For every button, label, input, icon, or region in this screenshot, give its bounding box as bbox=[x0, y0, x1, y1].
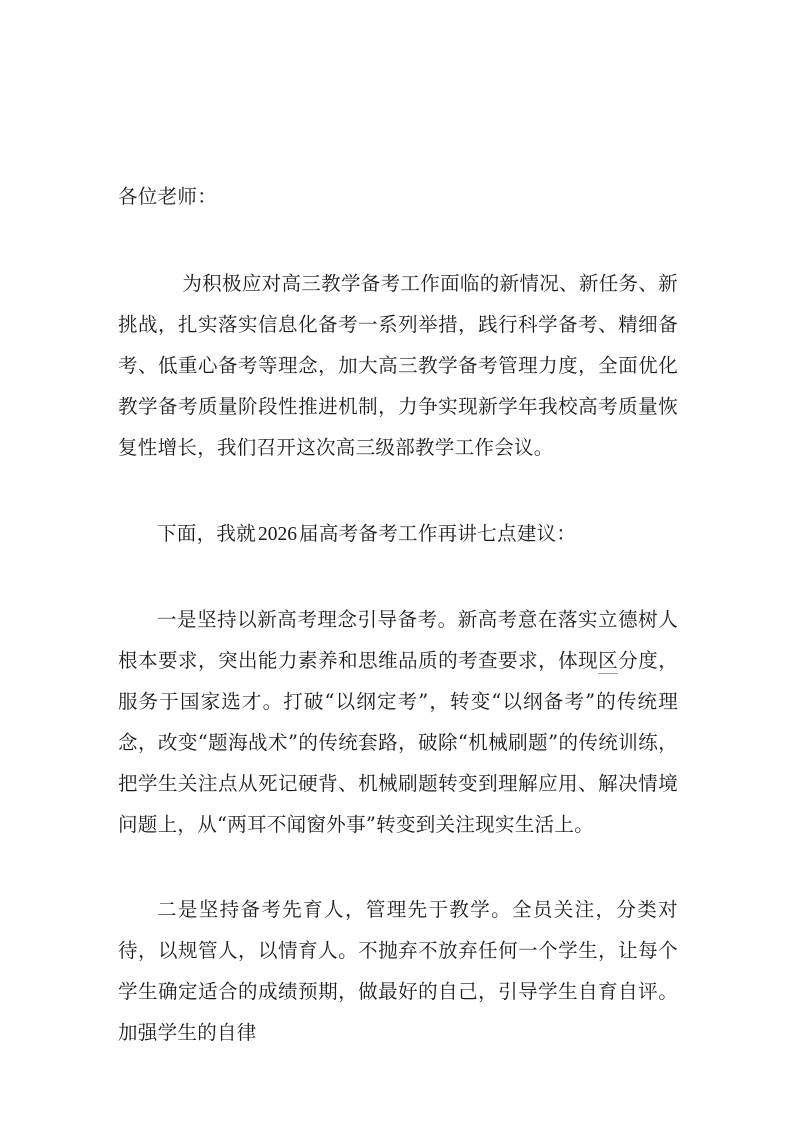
page-header bbox=[0, 0, 793, 60]
document-body bbox=[118, 176, 678, 1053]
opening-text: 为积极应对高三教学备考工作面临的新情况、新任务、新挑战，扎实落实信息化备考一系列举措，践行科学备考、精细备考、低重心备考等理念，加大高三教学备考管理力度，全面优化教学备考质量阶段性推进机制，力争实现新学年我校高考质量恢复性增长，我们召开这次高三级部教学工作会议。 bbox=[118, 272, 678, 459]
point-two-text: 二是坚持备考先育人，管理先于教学。全员关注，分类对待，以规管人，以情育人。不抛弃不放弃任何一个学生，让每个学生确定适合的成绩预期，做最好的自己，引导学生自育自评。加强学生的自律 bbox=[118, 898, 678, 1044]
paragraph-point-one bbox=[118, 599, 678, 845]
page-footer bbox=[0, 1062, 793, 1122]
point-one-text-part1: 一是坚持以新高考理念引导备考。新高考意在落实立德树人根本要求，突出能力素养和思维品质的考查要求，体现 bbox=[118, 608, 678, 672]
graduating-year-number: 2026 bbox=[258, 524, 298, 545]
lead-in-text-before: 下面，我就 bbox=[157, 522, 257, 545]
lead-in-text-after: 届高考备考工作再讲七点建议： bbox=[299, 522, 577, 545]
paragraph-lead-in bbox=[118, 513, 678, 555]
paragraph-point-two bbox=[118, 889, 678, 1053]
paragraph-salutation bbox=[118, 176, 678, 217]
salutation-text: 各位老师： bbox=[118, 185, 218, 208]
point-one-text-part2: 分度，服务于国家选才。打破“以纲定考”，转变“以纲备考”的传统理念，改变“题海战术”的传统套路，破除“机械刷题”的传统训练，把学生关注点从死记硬背、机械刷题转变到理解应用、解决情境问题上，从“两耳不闻窗外事”转变到关注现实生活上。 bbox=[118, 649, 679, 836]
paragraph-opening bbox=[118, 263, 678, 468]
grammar-flagged-word: 区 bbox=[598, 649, 619, 672]
